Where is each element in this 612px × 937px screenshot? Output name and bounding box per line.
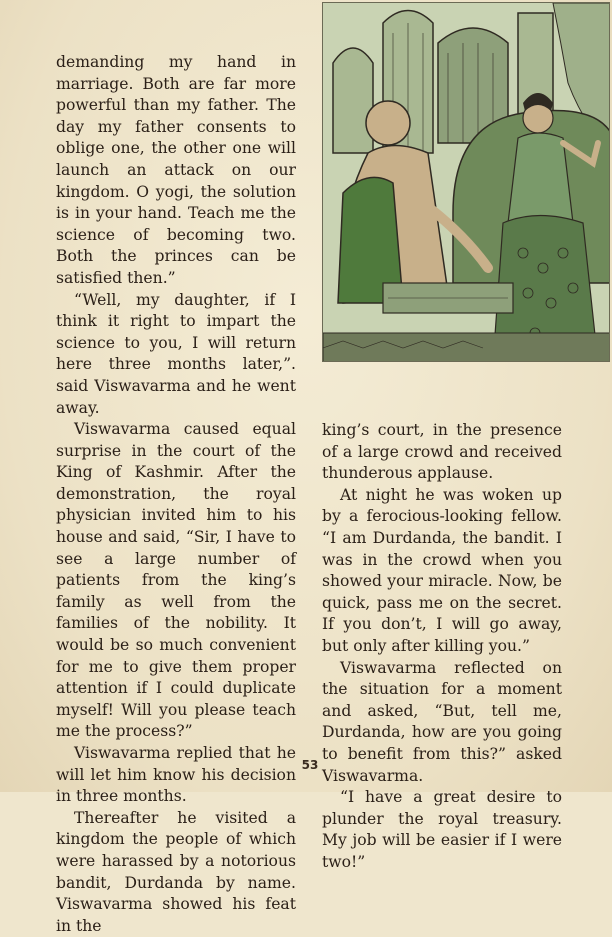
paragraph: Thereafter he visited a kingdom the people of which were harassed by a notorious bandit, Durdanda by name. Viswavarma showed his feat in the: [56, 808, 296, 935]
paragraph: At night he was woken up by a ferocious-looking fellow. “I am Durdanda, the bandit. I was in the crowd when you showed your miracle. Now, be quick, pass me on the secret. If you don’t, I will go away, but only after killing you.”: [322, 485, 562, 655]
paragraph: Viswavarma caused equal surprise in the court of the King of Kashmir. After the demonstration, the royal physician invited him to his house and said, “Sir, I have to see a large number of patients from the king’s family as well from the families of the nobility. It would be so much convenient for me to give them proper attention if I could duplicate myself! Will you please teach me the process?”: [56, 420, 296, 741]
page-number: 53: [301, 758, 319, 772]
paragraph: Viswavarma replied that he will let him know his decision in three months.: [56, 744, 296, 806]
left-text-column: [56, 52, 296, 937]
paragraph: “I have a great desire to plunder the royal treasury. My job will be easier if I were two!”: [322, 788, 562, 871]
paragraph: Viswavarma reflected on the situation for a moment and asked, “But, tell me, Durdanda, how are you going to benefit from this?” asked Viswavarma.: [322, 658, 562, 785]
right-text-column: [322, 420, 562, 873]
paragraph: demanding my hand in marriage. Both are far more powerful than my father. The day my father consents to oblige one, the other one will launch an attack on our kingdom. O yogi, the solution is in your hand. Teach me the science of becoming two. Both the princes can be satisfied then.”: [56, 53, 296, 287]
paragraph: “Well, my daughter, if I think it right to impart the science to you, I will return here three months later,”. said Viswavarma and he went away.: [56, 290, 296, 417]
story-illustration: [322, 2, 610, 362]
illustration-drawing: [323, 3, 610, 362]
paragraph: king’s court, in the presence of a large crowd and received thunderous applause.: [322, 421, 562, 483]
floor: [323, 333, 610, 362]
